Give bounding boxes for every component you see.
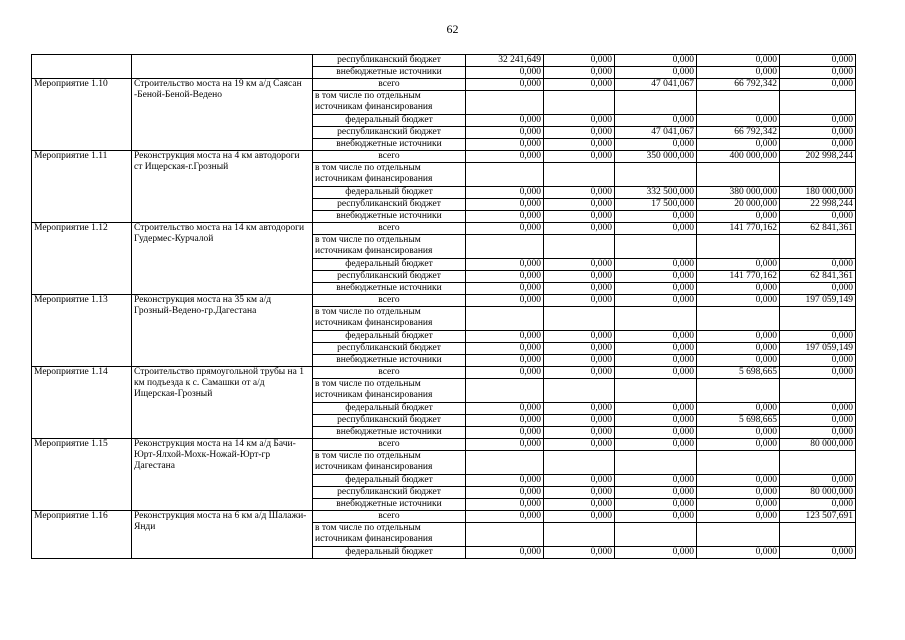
value-cell	[697, 523, 780, 547]
budget-table	[31, 54, 856, 559]
value-cell: 0,000	[615, 283, 697, 295]
value-cell: 0,000	[697, 547, 780, 559]
value-cell	[615, 235, 697, 259]
value-cell: 0,000	[544, 343, 615, 355]
value-cell	[697, 163, 780, 187]
value-cell: 0,000	[544, 151, 615, 163]
value-cell	[780, 163, 856, 187]
value-cell: 0,000	[780, 283, 856, 295]
value-cell: 0,000	[544, 271, 615, 283]
value-cell: 0,000	[780, 211, 856, 223]
value-cell: 66 792,342	[697, 127, 780, 139]
value-cell: 0,000	[544, 127, 615, 139]
value-cell: 0,000	[544, 67, 615, 79]
value-cell: 332 500,000	[615, 187, 697, 199]
value-cell: 0,000	[466, 343, 544, 355]
measure-name-cell: Реконструкция моста на 4 км автодороги ст Ищерская-г.Грозный	[132, 151, 313, 223]
value-cell: 0,000	[615, 511, 697, 523]
value-cell: 5 698,665	[697, 367, 780, 379]
value-cell: 0,000	[544, 259, 615, 271]
funding-source-cell: федеральный бюджет	[313, 403, 466, 415]
value-cell: 0,000	[615, 115, 697, 127]
value-cell: 0,000	[466, 79, 544, 91]
table-row	[32, 439, 856, 451]
funding-source-cell: в том числе по отдельным источникам финансирования	[313, 523, 466, 547]
value-cell	[466, 307, 544, 331]
value-cell: 0,000	[780, 355, 856, 367]
value-cell: 0,000	[615, 427, 697, 439]
measure-cell: Мероприятие 1.12	[32, 223, 132, 295]
value-cell: 0,000	[697, 55, 780, 67]
value-cell	[466, 163, 544, 187]
measure-cell: Мероприятие 1.14	[32, 367, 132, 439]
value-cell: 0,000	[697, 511, 780, 523]
table-row	[32, 367, 856, 379]
value-cell: 0,000	[615, 355, 697, 367]
value-cell: 0,000	[697, 139, 780, 151]
measure-cell: Мероприятие 1.15	[32, 439, 132, 511]
value-cell	[697, 379, 780, 403]
measure-name-cell: Реконструкция моста на 35 км а/д Грозный-Ведено-гр.Дагестана	[132, 295, 313, 367]
value-cell: 0,000	[466, 487, 544, 499]
value-cell	[544, 379, 615, 403]
value-cell: 0,000	[780, 139, 856, 151]
funding-source-cell: федеральный бюджет	[313, 115, 466, 127]
value-cell: 22 998,244	[780, 199, 856, 211]
value-cell: 0,000	[615, 475, 697, 487]
value-cell: 0,000	[544, 487, 615, 499]
value-cell: 0,000	[466, 199, 544, 211]
funding-source-cell: внебюджетные источники	[313, 283, 466, 295]
value-cell: 0,000	[615, 295, 697, 307]
value-cell	[615, 379, 697, 403]
measure-cell: Мероприятие 1.10	[32, 79, 132, 151]
funding-source-cell: всего	[313, 511, 466, 523]
value-cell: 62 841,361	[780, 223, 856, 235]
value-cell: 197 059,149	[780, 295, 856, 307]
value-cell: 0,000	[697, 427, 780, 439]
value-cell: 0,000	[780, 367, 856, 379]
value-cell: 0,000	[615, 499, 697, 511]
value-cell	[697, 451, 780, 475]
value-cell	[544, 451, 615, 475]
value-cell: 0,000	[466, 151, 544, 163]
value-cell: 350 000,000	[615, 151, 697, 163]
value-cell: 0,000	[466, 439, 544, 451]
value-cell	[615, 91, 697, 115]
value-cell: 0,000	[544, 439, 615, 451]
funding-source-cell: всего	[313, 367, 466, 379]
value-cell: 0,000	[697, 403, 780, 415]
value-cell: 0,000	[544, 211, 615, 223]
measure-cell: Мероприятие 1.16	[32, 511, 132, 559]
value-cell: 80 000,000	[780, 439, 856, 451]
value-cell: 0,000	[466, 547, 544, 559]
value-cell: 0,000	[615, 223, 697, 235]
value-cell: 0,000	[466, 499, 544, 511]
value-cell: 123 507,691	[780, 511, 856, 523]
value-cell: 0,000	[466, 187, 544, 199]
value-cell	[544, 235, 615, 259]
value-cell: 180 000,000	[780, 187, 856, 199]
value-cell: 0,000	[466, 331, 544, 343]
funding-source-cell: внебюджетные источники	[313, 139, 466, 151]
funding-source-cell: всего	[313, 223, 466, 235]
value-cell	[615, 451, 697, 475]
value-cell: 0,000	[615, 415, 697, 427]
value-cell: 0,000	[780, 415, 856, 427]
funding-source-cell: республиканский бюджет	[313, 127, 466, 139]
value-cell: 0,000	[780, 331, 856, 343]
value-cell: 0,000	[544, 427, 615, 439]
value-cell: 0,000	[780, 79, 856, 91]
value-cell: 0,000	[544, 403, 615, 415]
value-cell	[780, 379, 856, 403]
value-cell: 0,000	[544, 547, 615, 559]
value-cell: 0,000	[466, 259, 544, 271]
value-cell: 0,000	[466, 355, 544, 367]
value-cell	[544, 523, 615, 547]
value-cell: 0,000	[697, 331, 780, 343]
value-cell	[466, 235, 544, 259]
value-cell	[544, 91, 615, 115]
value-cell: 0,000	[780, 547, 856, 559]
value-cell: 0,000	[780, 259, 856, 271]
value-cell	[780, 307, 856, 331]
funding-source-cell: федеральный бюджет	[313, 187, 466, 199]
value-cell: 5 698,665	[697, 415, 780, 427]
value-cell	[615, 523, 697, 547]
funding-source-cell: внебюджетные источники	[313, 355, 466, 367]
value-cell: 0,000	[697, 355, 780, 367]
measure-name-cell: Строительство прямоугольной трубы на 1 км подъезда к с. Самашки от а/д Ищерская-Грозный	[132, 367, 313, 439]
table-row	[32, 55, 856, 67]
value-cell: 380 000,000	[697, 187, 780, 199]
value-cell	[615, 307, 697, 331]
value-cell	[780, 91, 856, 115]
value-cell	[780, 523, 856, 547]
value-cell: 0,000	[544, 295, 615, 307]
value-cell: 0,000	[466, 295, 544, 307]
funding-source-cell: федеральный бюджет	[313, 547, 466, 559]
page-number: 62	[446, 22, 459, 36]
value-cell: 0,000	[615, 403, 697, 415]
value-cell: 0,000	[466, 475, 544, 487]
value-cell: 62 841,361	[780, 271, 856, 283]
measure-cell: Мероприятие 1.13	[32, 295, 132, 367]
funding-source-cell: республиканский бюджет	[313, 415, 466, 427]
value-cell: 0,000	[466, 115, 544, 127]
value-cell: 0,000	[544, 511, 615, 523]
value-cell: 0,000	[544, 187, 615, 199]
value-cell: 0,000	[615, 67, 697, 79]
value-cell: 0,000	[615, 343, 697, 355]
value-cell: 202 998,244	[780, 151, 856, 163]
value-cell: 0,000	[615, 271, 697, 283]
value-cell	[780, 451, 856, 475]
measure-name-cell	[132, 55, 313, 79]
value-cell: 0,000	[697, 295, 780, 307]
table-row	[32, 223, 856, 235]
funding-source-cell: внебюджетные источники	[313, 211, 466, 223]
value-cell: 0,000	[697, 115, 780, 127]
value-cell: 20 000,000	[697, 199, 780, 211]
value-cell: 0,000	[544, 139, 615, 151]
value-cell: 0,000	[466, 511, 544, 523]
table-row	[32, 295, 856, 307]
funding-source-cell: всего	[313, 295, 466, 307]
funding-source-cell: в том числе по отдельным источникам финансирования	[313, 163, 466, 187]
value-cell: 66 792,342	[697, 79, 780, 91]
value-cell: 0,000	[544, 475, 615, 487]
value-cell	[615, 163, 697, 187]
value-cell: 0,000	[780, 67, 856, 79]
value-cell	[697, 91, 780, 115]
value-cell	[466, 523, 544, 547]
value-cell: 0,000	[780, 55, 856, 67]
value-cell: 197 059,149	[780, 343, 856, 355]
value-cell: 17 500,000	[615, 199, 697, 211]
value-cell: 0,000	[780, 115, 856, 127]
value-cell: 0,000	[780, 127, 856, 139]
value-cell: 0,000	[466, 223, 544, 235]
value-cell: 0,000	[697, 499, 780, 511]
value-cell: 0,000	[544, 199, 615, 211]
value-cell: 0,000	[466, 127, 544, 139]
value-cell: 0,000	[697, 67, 780, 79]
value-cell: 0,000	[697, 211, 780, 223]
funding-source-cell: республиканский бюджет	[313, 487, 466, 499]
value-cell: 80 000,000	[780, 487, 856, 499]
funding-source-cell: всего	[313, 439, 466, 451]
measure-cell: Мероприятие 1.11	[32, 151, 132, 223]
value-cell: 47 041,067	[615, 79, 697, 91]
value-cell: 0,000	[615, 211, 697, 223]
value-cell: 0,000	[544, 115, 615, 127]
measure-cell	[32, 55, 132, 79]
funding-source-cell: республиканский бюджет	[313, 199, 466, 211]
value-cell: 0,000	[780, 475, 856, 487]
value-cell: 0,000	[615, 139, 697, 151]
value-cell: 0,000	[615, 331, 697, 343]
value-cell: 0,000	[780, 403, 856, 415]
value-cell: 47 041,067	[615, 127, 697, 139]
funding-source-cell: всего	[313, 151, 466, 163]
value-cell: 0,000	[466, 283, 544, 295]
value-cell: 0,000	[697, 487, 780, 499]
value-cell: 141 770,162	[697, 223, 780, 235]
value-cell: 0,000	[697, 259, 780, 271]
funding-source-cell: федеральный бюджет	[313, 475, 466, 487]
value-cell: 0,000	[615, 259, 697, 271]
value-cell: 141 770,162	[697, 271, 780, 283]
table-body	[32, 55, 856, 559]
value-cell: 0,000	[544, 415, 615, 427]
value-cell: 0,000	[466, 427, 544, 439]
value-cell	[780, 235, 856, 259]
value-cell: 0,000	[780, 499, 856, 511]
funding-source-cell: в том числе по отдельным источникам финансирования	[313, 451, 466, 475]
funding-source-cell: внебюджетные источники	[313, 427, 466, 439]
measure-name-cell: Реконструкция моста на 6 км а/д Шалажи-Янди	[132, 511, 313, 559]
value-cell: 0,000	[615, 367, 697, 379]
funding-source-cell: в том числе по отдельным источникам финансирования	[313, 91, 466, 115]
funding-source-cell: в том числе по отдельным источникам финансирования	[313, 307, 466, 331]
value-cell: 0,000	[466, 415, 544, 427]
value-cell: 0,000	[697, 283, 780, 295]
value-cell: 0,000	[466, 367, 544, 379]
value-cell: 0,000	[544, 331, 615, 343]
value-cell: 0,000	[615, 487, 697, 499]
value-cell: 0,000	[466, 139, 544, 151]
value-cell: 0,000	[544, 367, 615, 379]
value-cell: 32 241,649	[466, 55, 544, 67]
funding-source-cell: республиканский бюджет	[313, 55, 466, 67]
value-cell	[544, 163, 615, 187]
value-cell	[697, 235, 780, 259]
funding-source-cell: в том числе по отдельным источникам финансирования	[313, 379, 466, 403]
value-cell: 0,000	[466, 67, 544, 79]
value-cell: 0,000	[780, 427, 856, 439]
value-cell: 0,000	[697, 343, 780, 355]
value-cell: 0,000	[615, 547, 697, 559]
funding-source-cell: всего	[313, 79, 466, 91]
measure-name-cell: Строительство моста на 14 км автодороги Гудермес-Курчалой	[132, 223, 313, 295]
value-cell: 0,000	[544, 223, 615, 235]
value-cell: 0,000	[544, 499, 615, 511]
value-cell	[544, 307, 615, 331]
table-row	[32, 511, 856, 523]
value-cell: 400 000,000	[697, 151, 780, 163]
funding-source-cell: федеральный бюджет	[313, 331, 466, 343]
value-cell: 0,000	[466, 271, 544, 283]
value-cell	[466, 451, 544, 475]
value-cell: 0,000	[544, 55, 615, 67]
funding-source-cell: внебюджетные источники	[313, 499, 466, 511]
funding-source-cell: республиканский бюджет	[313, 343, 466, 355]
table-row	[32, 79, 856, 91]
value-cell: 0,000	[544, 283, 615, 295]
value-cell	[466, 379, 544, 403]
funding-source-cell: в том числе по отдельным источникам финансирования	[313, 235, 466, 259]
funding-source-cell: федеральный бюджет	[313, 259, 466, 271]
table-row	[32, 151, 856, 163]
funding-source-cell: внебюджетные источники	[313, 67, 466, 79]
value-cell	[697, 307, 780, 331]
value-cell	[466, 91, 544, 115]
measure-name-cell: Реконструкция моста на 14 км а/д Бачи-Юрт-Ялхой-Мохк-Ножай-Юрт-гр Дагестана	[132, 439, 313, 511]
value-cell: 0,000	[466, 211, 544, 223]
value-cell: 0,000	[697, 475, 780, 487]
value-cell: 0,000	[466, 403, 544, 415]
value-cell: 0,000	[544, 355, 615, 367]
value-cell: 0,000	[615, 55, 697, 67]
value-cell: 0,000	[544, 79, 615, 91]
value-cell: 0,000	[615, 439, 697, 451]
value-cell: 0,000	[697, 439, 780, 451]
measure-name-cell: Строительство моста на 19 км а/д Саясан -Беной-Беной-Ведено	[132, 79, 313, 151]
funding-source-cell: республиканский бюджет	[313, 271, 466, 283]
